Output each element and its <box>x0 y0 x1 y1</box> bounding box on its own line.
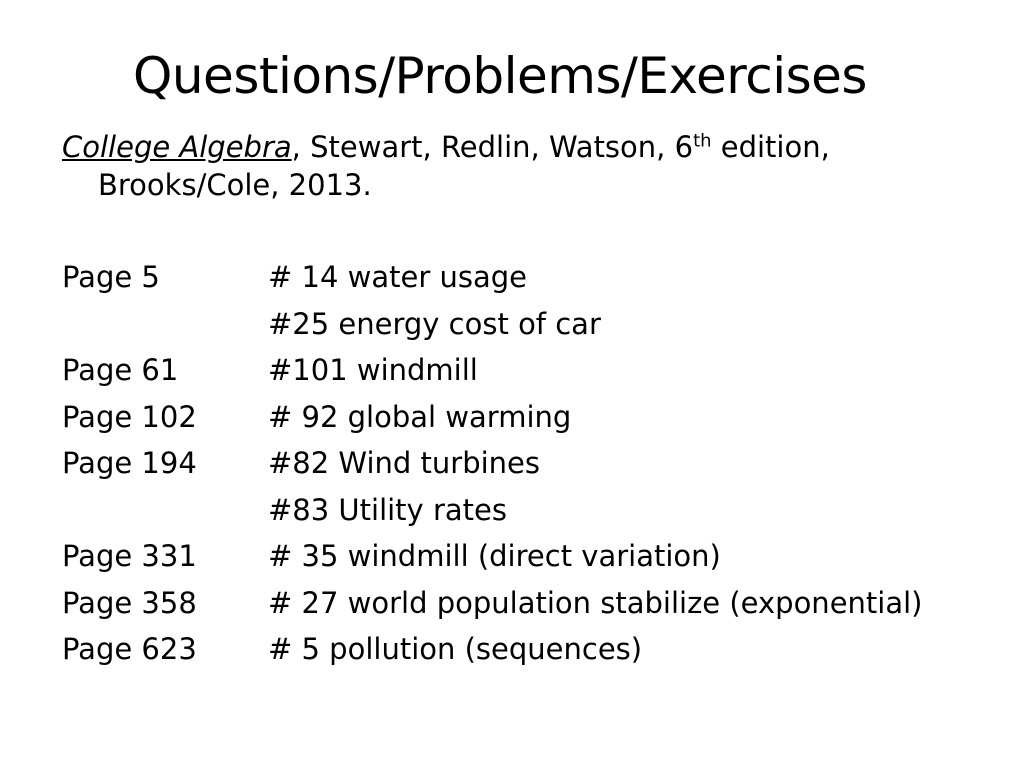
book-title: College Algebra <box>62 130 292 164</box>
exercise-text: #25 energy cost of car <box>268 306 601 341</box>
page-number: Page 5 <box>62 260 160 295</box>
exercise-text: #82 Wind turbines <box>268 446 540 481</box>
edition-suffix: edition, <box>711 130 830 164</box>
reference-authors: , Stewart, Redlin, Watson, 6 <box>291 130 694 164</box>
exercise-row <box>62 301 992 348</box>
exercise-row <box>62 626 992 673</box>
page-number: Page 331 <box>62 539 197 574</box>
exercise-list <box>62 254 992 673</box>
exercise-row <box>62 347 992 394</box>
exercise-text: # 35 windmill (direct variation) <box>268 539 721 574</box>
slide-title: Questions/Problems/Exercises <box>133 47 867 105</box>
exercise-text: #101 windmill <box>268 353 478 388</box>
reference-line-2: Brooks/Cole, 2013. <box>98 168 372 202</box>
exercise-row <box>62 487 992 534</box>
exercise-row <box>62 394 992 441</box>
exercise-text: # 92 global warming <box>268 399 572 434</box>
exercise-row <box>62 440 992 487</box>
page-number: Page 61 <box>62 353 179 388</box>
page-number: Page 102 <box>62 399 197 434</box>
page-number: Page 623 <box>62 632 197 667</box>
exercise-row <box>62 533 992 580</box>
exercise-row <box>62 254 992 301</box>
exercise-text: # 5 pollution (sequences) <box>268 632 643 667</box>
exercise-text: # 14 water usage <box>268 260 527 295</box>
page-number: Page 194 <box>62 446 197 481</box>
exercise-text: # 27 world population stabilize (exponential) <box>268 585 923 620</box>
exercise-text: #83 Utility rates <box>268 492 507 527</box>
page-number: Page 358 <box>62 585 197 620</box>
reference-line-1 <box>62 128 962 166</box>
book-reference <box>62 128 962 204</box>
exercise-row <box>62 580 992 627</box>
edition-superscript: th <box>693 130 712 152</box>
